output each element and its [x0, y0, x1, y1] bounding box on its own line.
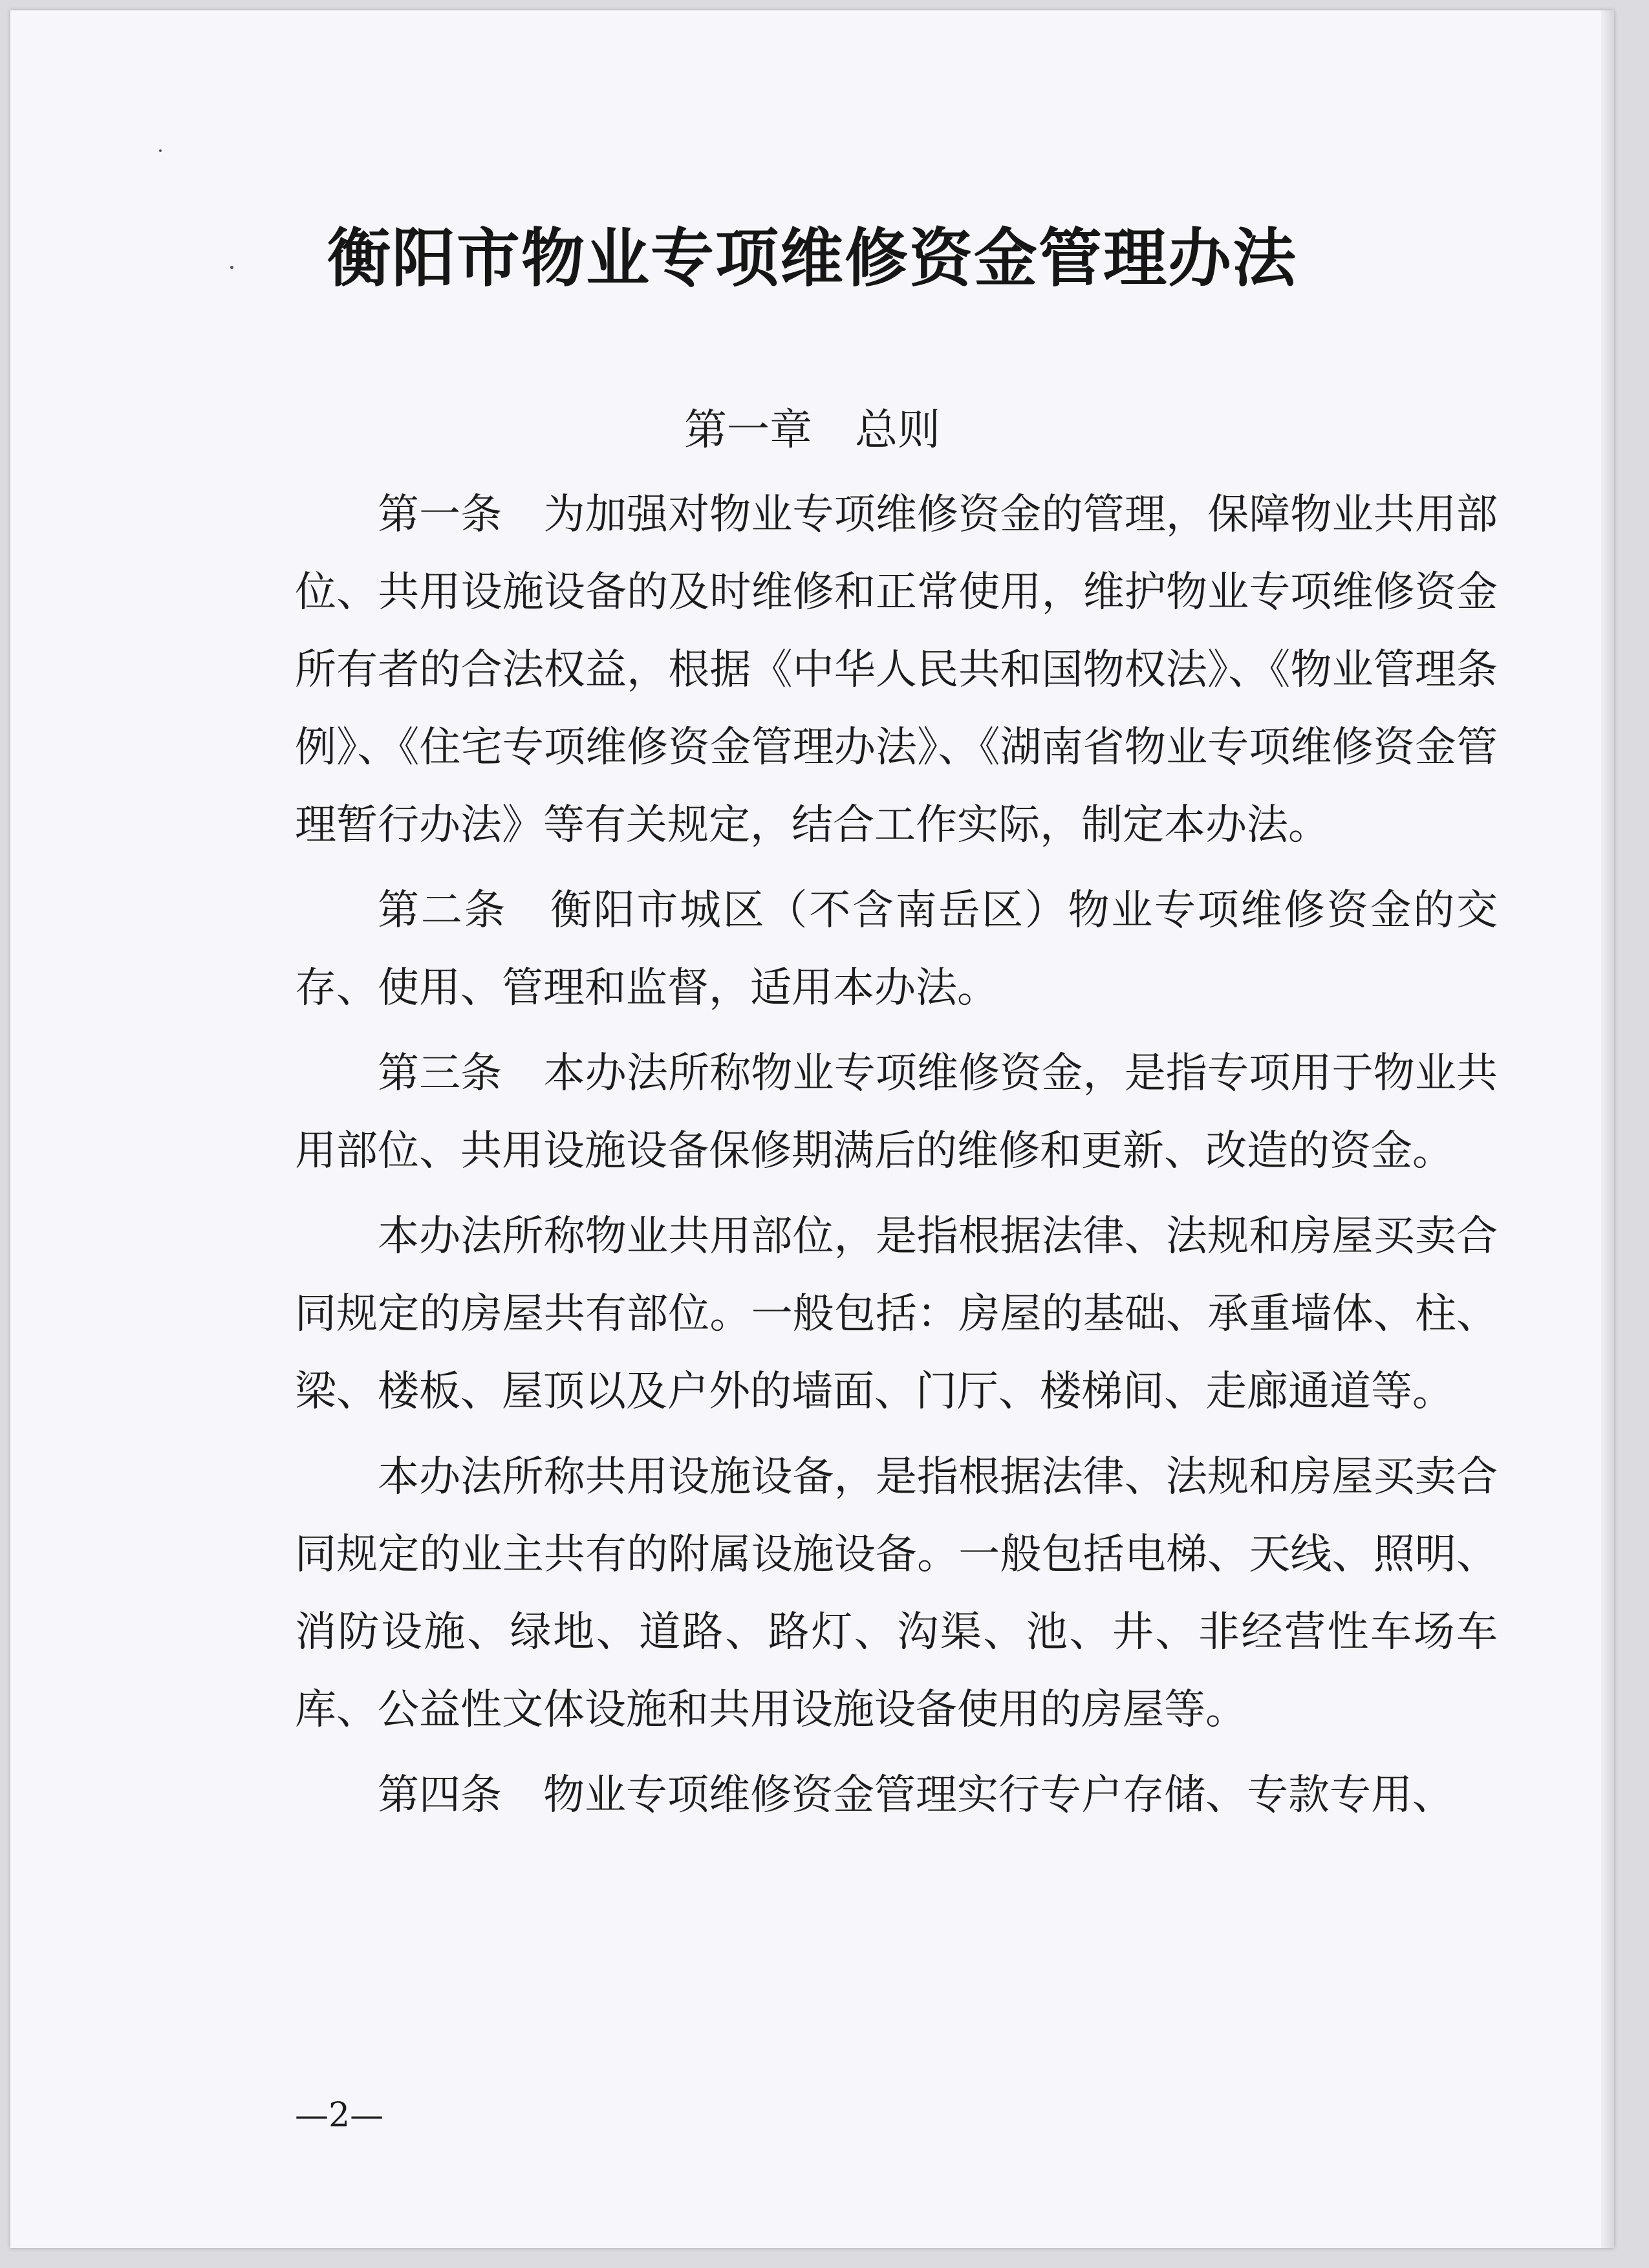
- document-title: 衡阳市物业专项维修资金管理办法: [327, 221, 1297, 296]
- common-parts-paragraph: 本办法所称物业共用部位，是指根据法律、法规和房屋买卖合同规定的房屋共有部位。一般包括：房屋的基础、承重墙体、柱、梁、楼板、屋顶以及户外的墙面、门厅、楼梯间、走廊通道等。: [295, 1213, 1498, 1416]
- document-body: [295, 476, 1498, 1842]
- document-page: [10, 10, 1614, 2248]
- scan-speck: [159, 149, 162, 152]
- article-2-paragraph: 第二条 衡阳市城区（不含南岳区）物业专项维修资金的交存、使用、管理和监督，适用本办法。: [295, 887, 1498, 1012]
- page-edge-shadow: [1601, 10, 1614, 2248]
- page-number: —2—: [295, 2096, 384, 2135]
- chapter-heading: 第一章 总则: [684, 405, 940, 455]
- article-1-paragraph: 第一条 为加强对物业专项维修资金的管理，保障物业共用部位、共用设施设备的及时维修和正常使用，维护物业专项维修资金所有者的合法权益，根据《中华人民共和国物权法》、《物业管理条例》、《住宅专项维修资金管理办法》、《湖南省物业专项维修资金管理暂行办法》等有关规定，结合工作实际，制定本办法。: [295, 491, 1498, 849]
- article-4-paragraph: 第四条 物业专项维修资金管理实行专户存储、专款专用、: [378, 1771, 1454, 1819]
- common-facilities-paragraph: 本办法所称共用设施设备，是指根据法律、法规和房屋买卖合同规定的业主共有的附属设施设备。一般包括电梯、天线、照明、消防设施、绿地、道路、路灯、沟渠、池、井、非经营性车场车库、公益性文体设施和共用设施设备使用的房屋等。: [295, 1453, 1498, 1734]
- article-3-paragraph: 第三条 本办法所称物业专项维修资金，是指专项用于物业共用部位、共用设施设备保修期满后的维修和更新、改造的资金。: [295, 1050, 1498, 1175]
